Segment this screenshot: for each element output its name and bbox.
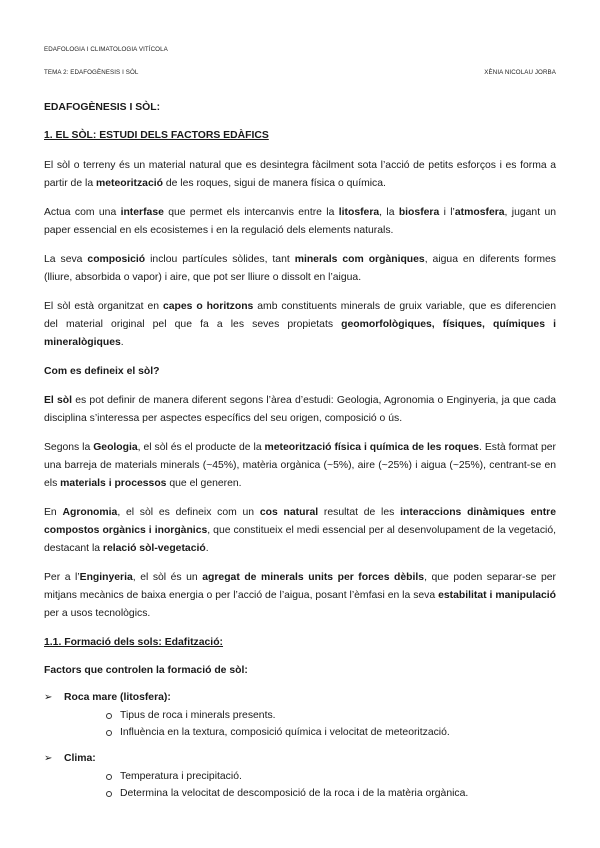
- factor-clima: [44, 750, 556, 802]
- list-item: Tipus de roca i minerals presents.: [64, 707, 556, 724]
- header-course: EDAFOLOGIA I CLIMATOLOGIA VITÍCOLA: [44, 46, 168, 53]
- document-body: [44, 99, 556, 802]
- circle-bullet-icon: [106, 774, 112, 780]
- document-title: EDAFOGÈNESIS I SÒL:: [44, 102, 161, 113]
- arrow-icon: ➢: [44, 753, 53, 764]
- circle-bullet-icon: [106, 791, 112, 797]
- header-topic: TEMA 2: EDAFOGÈNESIS I SÒL: [44, 69, 139, 76]
- factor-subitems: [64, 707, 556, 741]
- paragraph-agronomia: En Agronomia, el sòl es defineix com un cos natural resultat de les interaccions dinàmiques entre compostos orgànics i inorgànics, que constitueix el medi essencial per al desenvolupament de la vegetació, destacant la relació sòl-vegetació.: [44, 507, 556, 554]
- factor-subitems: [64, 768, 556, 802]
- paragraph-horitzons: El sòl està organitzat en capes o horitzons amb constituents minerals de gruix variable, que es diferencien del material original pel que fa a les seves propietats geomorfològiques, físiques, químiques i mineralògiques.: [44, 301, 557, 348]
- paragraph-interfase: Actua com una interfase que permet els intercanvis entre la litosfera, la biosfera i l’atmosfera, jugant un paper essencial en els ecosistemes i en la regulació dels elements naturals.: [44, 207, 556, 236]
- spacer: [44, 741, 556, 750]
- factor-label: Roca mare (litosfera):: [64, 692, 171, 703]
- define-heading: Com es defineix el sòl?: [44, 366, 160, 377]
- list-item: Determina la velocitat de descomposició de la roca i de la matèria orgànica.: [64, 785, 556, 802]
- factor-roca-mare: [44, 689, 556, 741]
- factors-heading: Factors que controlen la formació de sòl:: [44, 665, 248, 676]
- circle-bullet-icon: [106, 730, 112, 736]
- factor-label: Clima:: [64, 753, 96, 764]
- circle-bullet-icon: [106, 713, 112, 719]
- paragraph-definition: El sòl o terreny és un material natural que es desintegra fàcilment sota l’acció de petits esforços i es forma a partir de la meteorització de les roques, sigui de manera física o química.: [44, 160, 556, 189]
- section-1-1-heading: 1.1. Formació dels sols: Edafització:: [44, 637, 224, 648]
- paragraph-composicio: La seva composició inclou partícules sòlides, tant minerals com orgàniques, aigua en diferents formes (lliure, absorbida o vapor) i aire, que pot ser lliure o dissolt en l’aigua.: [44, 254, 557, 283]
- paragraph-enginyeria: Per a l’Enginyeria, el sòl és un agregat de minerals units per forces dèbils, que poden separar-se per mitjans mecànics de baixa energia o per l’acció de l’aigua, posant l’èmfasi en la seva estabilitat i manipulació per a usos tecnològics.: [44, 572, 556, 619]
- paragraph-sol-definicio: El sòl es pot definir de manera diferent segons l’àrea d’estudi: Geologia, Agronomia o Enginyeria, ja que cada disciplina s’interessa per aspectes específics del seu origen, composició o ús.: [44, 395, 556, 424]
- list-item: Influència en la textura, composició química i velocitat de meteorització.: [64, 724, 556, 741]
- header-author: XÈNIA NICOLAU JORBA: [484, 69, 556, 76]
- section-1-heading: 1. EL SÒL: ESTUDI DELS FACTORS EDÀFICS: [44, 130, 269, 141]
- paragraph-geologia: Segons la Geologia, el sòl és el producte de la meteorització física i química de les roques. Està format per una barreja de materials minerals (~45%), matèria orgànica (~5%), aire (~25%) i aigua (~25%), centrant-se en els materials i processos que el generen.: [44, 442, 556, 489]
- factors-list: [44, 689, 556, 802]
- arrow-icon: ➢: [44, 692, 53, 703]
- list-item: Temperatura i precipitació.: [64, 768, 556, 785]
